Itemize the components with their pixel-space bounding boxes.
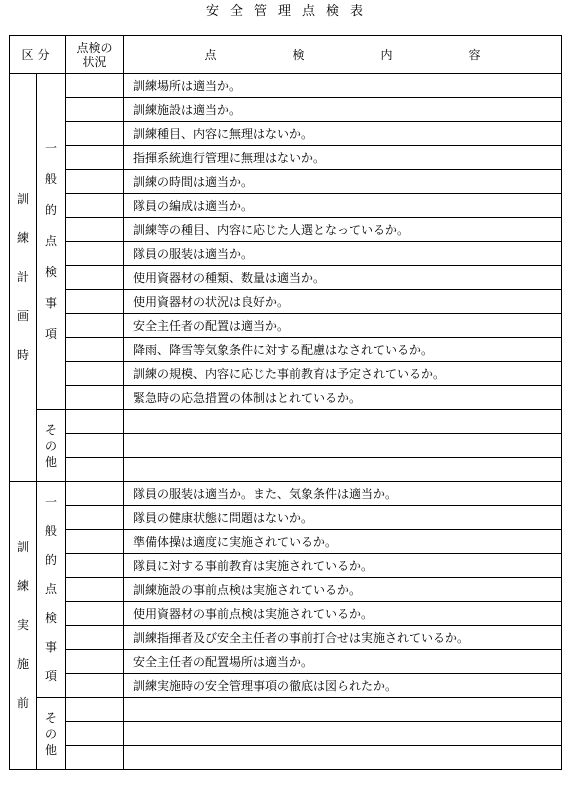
- check-status-cell[interactable]: [66, 458, 124, 482]
- check-item: 訓練等の種目、内容に応じた人選となっているか。: [124, 218, 562, 242]
- vertical-label-char: 訓: [16, 192, 29, 206]
- check-item: 使用資器材の事前点検は実施されているか。: [124, 602, 562, 626]
- check-item: 訓練の規模、内容に応じた事前教育は予定されているか。: [124, 362, 562, 386]
- check-item: 訓練種目、内容に無理はないか。: [124, 122, 562, 146]
- page-title: 安全管理点検表: [205, 4, 374, 19]
- check-status-cell[interactable]: [66, 626, 124, 650]
- table-row: [10, 554, 562, 578]
- vertical-label-char: 実: [16, 618, 29, 632]
- other-item-cell[interactable]: [124, 410, 562, 434]
- vertical-label-char: 時: [16, 348, 29, 362]
- check-status-cell[interactable]: [66, 578, 124, 602]
- vertical-label-char: 他: [45, 742, 58, 757]
- vertical-label-char: 練: [16, 579, 29, 593]
- other-item-cell[interactable]: [124, 722, 562, 746]
- check-item: 緊急時の応急措置の体制はとれているか。: [124, 386, 562, 410]
- check-status-cell[interactable]: [66, 362, 124, 386]
- vertical-label-char: 検: [45, 611, 58, 625]
- table-row: [10, 218, 562, 242]
- check-item: 隊員の服装は適当か。また、気象条件は適当か。: [124, 482, 562, 506]
- table-row: [10, 602, 562, 626]
- vertical-label-char: 施: [16, 657, 29, 671]
- check-status-cell[interactable]: [66, 194, 124, 218]
- check-status-cell[interactable]: [66, 434, 124, 458]
- vertical-label-char: 計: [16, 270, 29, 284]
- table-row: [10, 674, 562, 698]
- general-check-label: [37, 74, 66, 410]
- table-row: [10, 578, 562, 602]
- vertical-label-char: 練: [16, 231, 29, 245]
- check-status-cell[interactable]: [66, 506, 124, 530]
- vertical-label-char: 検: [45, 265, 58, 279]
- vertical-label-char: 項: [45, 669, 58, 683]
- vertical-label-char: 画: [16, 309, 29, 323]
- check-status-cell[interactable]: [66, 722, 124, 746]
- vertical-label-char: 的: [45, 203, 58, 217]
- header-naiyo-char: 検: [292, 47, 305, 62]
- check-status-cell[interactable]: [66, 338, 124, 362]
- vertical-label: [45, 422, 57, 470]
- vertical-label-char: 前: [16, 696, 29, 710]
- check-status-cell[interactable]: [66, 242, 124, 266]
- vertical-label: [45, 710, 57, 758]
- check-status-cell[interactable]: [66, 290, 124, 314]
- vertical-label: [17, 180, 29, 375]
- other-item-cell[interactable]: [124, 698, 562, 722]
- check-status-cell[interactable]: [66, 650, 124, 674]
- table-row: [10, 530, 562, 554]
- header-jokyo: [66, 36, 124, 74]
- check-status-cell[interactable]: [66, 74, 124, 98]
- table-row: [10, 290, 562, 314]
- check-item: 使用資器材の状況は良好か。: [124, 290, 562, 314]
- check-status-cell[interactable]: [66, 386, 124, 410]
- section-label-1: [10, 74, 37, 482]
- table-row: [10, 98, 562, 122]
- table-row: [10, 146, 562, 170]
- check-status-cell[interactable]: [66, 98, 124, 122]
- table-header-row: [10, 36, 562, 74]
- check-item: 訓練場所は適当か。: [124, 74, 562, 98]
- check-status-cell[interactable]: [66, 218, 124, 242]
- check-status-cell[interactable]: [66, 146, 124, 170]
- table-row: [10, 746, 562, 770]
- vertical-label-char: 項: [45, 327, 58, 341]
- check-item: 隊員に対する事前教育は実施されているか。: [124, 554, 562, 578]
- table-row: [10, 122, 562, 146]
- other-item-cell[interactable]: [124, 434, 562, 458]
- check-status-cell[interactable]: [66, 674, 124, 698]
- check-item: 指揮系統進行管理に無理はないか。: [124, 146, 562, 170]
- check-status-cell[interactable]: [66, 530, 124, 554]
- check-item: 訓練指揮者及び安全主任者の事前打合せは実施されているか。: [124, 626, 562, 650]
- table-row: [10, 242, 562, 266]
- vertical-label-char: 般: [45, 172, 58, 186]
- safety-checklist-table: [9, 35, 562, 770]
- vertical-label-char: 事: [45, 640, 58, 654]
- vertical-label-char: 事: [45, 296, 58, 310]
- table-row: [10, 74, 562, 98]
- header-jokyo-line1: 点検の: [76, 40, 113, 55]
- other-item-cell[interactable]: [124, 458, 562, 482]
- header-kubun: 区分: [10, 36, 66, 74]
- table-row: [10, 410, 562, 434]
- check-status-cell[interactable]: [66, 122, 124, 146]
- header-naiyo: [124, 36, 562, 74]
- check-item: 降雨、降雪等気象条件に対する配慮はなされているか。: [124, 338, 562, 362]
- table-row: [10, 698, 562, 722]
- vertical-label-char: の: [45, 438, 58, 453]
- table-row: [10, 650, 562, 674]
- vertical-label-char: 一: [45, 495, 58, 509]
- section-label-2: [10, 482, 37, 770]
- vertical-label-char: 的: [45, 553, 58, 567]
- check-status-cell[interactable]: [66, 170, 124, 194]
- table-row: [10, 626, 562, 650]
- check-item: 訓練の時間は適当か。: [124, 170, 562, 194]
- vertical-label-char: 訓: [16, 540, 29, 554]
- table-row: [10, 434, 562, 458]
- check-item: 訓練施設は適当か。: [124, 98, 562, 122]
- check-status-cell[interactable]: [66, 482, 124, 506]
- vertical-label: [17, 528, 29, 723]
- check-item: 隊員の服装は適当か。: [124, 242, 562, 266]
- table-row: [10, 266, 562, 290]
- table-row: [10, 458, 562, 482]
- other-label: [37, 698, 66, 770]
- check-status-cell[interactable]: [66, 266, 124, 290]
- check-item: 隊員の編成は適当か。: [124, 194, 562, 218]
- check-status-cell[interactable]: [66, 410, 124, 434]
- other-item-cell[interactable]: [124, 746, 562, 770]
- table-row: [10, 482, 562, 506]
- check-status-cell[interactable]: [66, 698, 124, 722]
- table-row: [10, 314, 562, 338]
- vertical-label-char: 一: [45, 141, 58, 155]
- vertical-label-char: 点: [45, 582, 58, 596]
- table-row: [10, 386, 562, 410]
- header-naiyo-char: 容: [468, 47, 481, 62]
- table-row: [10, 338, 562, 362]
- vertical-label-char: 点: [45, 234, 58, 248]
- check-status-cell[interactable]: [66, 314, 124, 338]
- header-naiyo-char: 点: [204, 47, 217, 62]
- vertical-label-char: そ: [45, 710, 58, 725]
- general-check-label: [37, 482, 66, 698]
- header-jokyo-line2: 状況: [82, 54, 107, 69]
- check-item: 隊員の健康状態に問題はないか。: [124, 506, 562, 530]
- vertical-label: [45, 133, 57, 350]
- vertical-label-char: そ: [45, 422, 58, 437]
- vertical-label-char: 他: [45, 454, 58, 469]
- check-status-cell[interactable]: [66, 602, 124, 626]
- check-item: 訓練実施時の安全管理事項の徹底は図られたか。: [124, 674, 562, 698]
- other-label: [37, 410, 66, 482]
- table-row: [10, 170, 562, 194]
- table-row: [10, 722, 562, 746]
- header-naiyo-char: 内: [380, 47, 393, 62]
- check-item: 安全主任者の配置場所は適当か。: [124, 650, 562, 674]
- check-item: 訓練施設の事前点検は実施されているか。: [124, 578, 562, 602]
- vertical-label-char: の: [45, 726, 58, 741]
- check-item: 準備体操は適度に実施されているか。: [124, 530, 562, 554]
- check-status-cell[interactable]: [66, 746, 124, 770]
- table-row: [10, 362, 562, 386]
- table-row: [10, 506, 562, 530]
- vertical-label-char: 般: [45, 524, 58, 538]
- check-item: 使用資器材の種類、数量は適当か。: [124, 266, 562, 290]
- check-item: 安全主任者の配置は適当か。: [124, 314, 562, 338]
- table-row: [10, 194, 562, 218]
- check-status-cell[interactable]: [66, 554, 124, 578]
- vertical-label: [45, 488, 57, 691]
